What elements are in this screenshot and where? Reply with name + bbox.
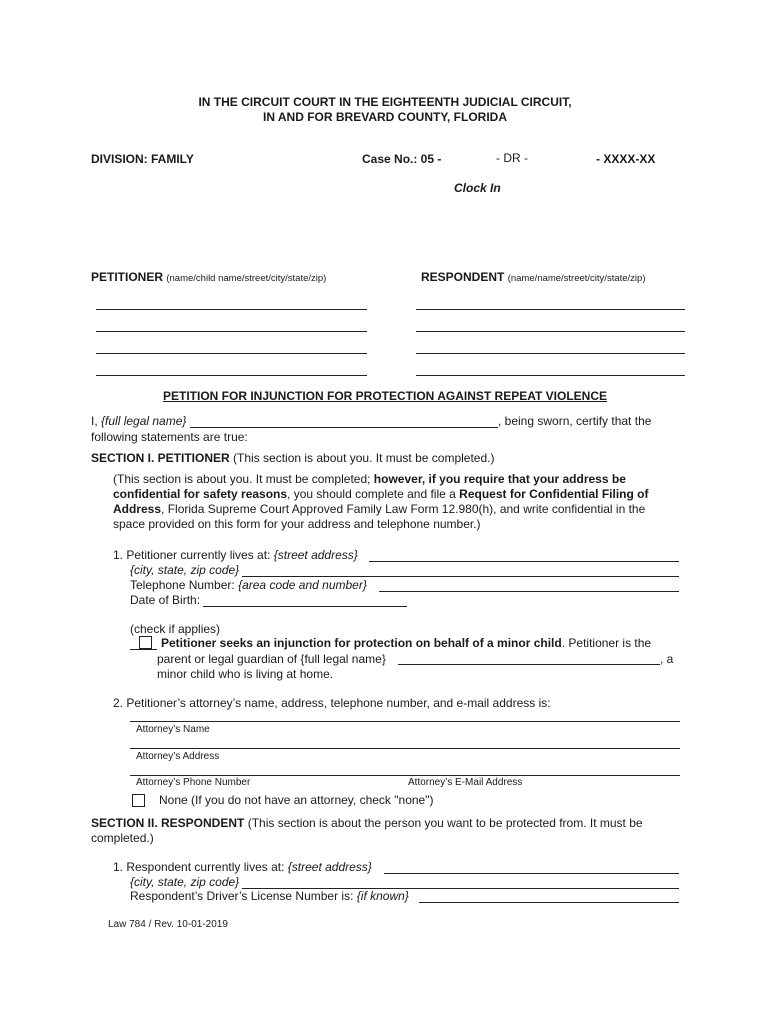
petitioner-line-4[interactable] — [96, 375, 367, 376]
intro-line-2: following statements are true: — [91, 430, 248, 444]
section-2-heading — [91, 816, 643, 830]
attorney-phone-caption: Attorney’s Phone Number — [136, 777, 251, 788]
case-number-label: Case No.: 05 - — [362, 152, 442, 166]
form-footer: Law 784 / Rev. 10-01-2019 — [108, 919, 228, 930]
case-dr-label: - DR - — [496, 151, 528, 165]
attorney-address-caption: Attorney’s Address — [136, 751, 220, 762]
petitioner-heading — [91, 270, 326, 284]
attorney-name-caption: Attorney’s Name — [136, 724, 210, 735]
attorney-item: 2. Petitioner’s attorney’s name, address, telephone number, and e-mail address is: — [113, 696, 551, 710]
petitioner-line-3[interactable] — [96, 353, 367, 354]
respondent-hint: (name/name/street/city/state/zip) — [507, 273, 646, 284]
petitioner-line-1[interactable] — [96, 309, 367, 310]
court-line-2: IN AND FOR BREVARD COUNTY, FLORIDA — [263, 110, 507, 124]
city-state-zip-line[interactable] — [242, 576, 679, 577]
minor-child-row — [161, 636, 651, 650]
intro-i: I, — [91, 414, 98, 428]
attorney-email-caption: Attorney’s E-Mail Address — [408, 777, 523, 788]
dob-line[interactable] — [203, 606, 407, 607]
telephone-row — [130, 578, 367, 592]
resp-city-state-zip-hint: {city, state, zip code} — [130, 875, 240, 889]
minor-line-2-end: , a — [660, 652, 674, 666]
minor-child-bold: Petitioner seeks an injunction for protection on behalf of a minor child — [161, 636, 562, 650]
court-line-1: IN THE CIRCUIT COURT IN THE EIGHTEENTH JUDICIAL CIRCUIT, — [198, 95, 572, 109]
license-row — [130, 889, 409, 903]
attorney-contact-line[interactable] — [130, 775, 680, 776]
section-1-paragraph — [113, 472, 658, 532]
minor-child-rest: . Petitioner is the — [561, 636, 652, 650]
street-address-line[interactable] — [369, 561, 679, 562]
respondent-line-2[interactable] — [416, 331, 685, 332]
para-part-2: , you should complete and file a — [287, 487, 460, 501]
respondent-heading — [421, 270, 646, 284]
dob-label: Date of Birth: — [130, 593, 201, 607]
intro-full-legal-name: {full legal name} — [101, 414, 187, 428]
respondent-line-4[interactable] — [416, 375, 685, 376]
resp-street-line[interactable] — [384, 873, 679, 874]
case-suffix-label: - XXXX-XX — [596, 152, 656, 166]
telephone-label: Telephone Number: — [130, 578, 239, 592]
attorney-address-line[interactable] — [130, 748, 680, 749]
full-legal-name-line[interactable] — [190, 427, 498, 428]
clock-in-label: Clock In — [454, 181, 501, 195]
para-part-1: (This section is about you. It must be completed; — [113, 472, 374, 486]
attorney-name-line[interactable] — [130, 721, 680, 722]
street-address-hint: {street address} — [273, 548, 358, 562]
respondent-line-1[interactable] — [416, 309, 685, 310]
minor-check-blank — [130, 649, 157, 650]
petitioner-line-2[interactable] — [96, 331, 367, 332]
minor-child-checkbox[interactable] — [139, 636, 152, 649]
petition-title: PETITION FOR INJUNCTION FOR PROTECTION AGAINST REPEAT VIOLENCE — [162, 389, 608, 403]
intro-being-sworn: , being sworn, certify that the — [498, 414, 652, 428]
area-code-hint: {area code and number} — [238, 578, 367, 592]
minor-line-2: parent or legal guardian of {full legal name} — [157, 652, 386, 666]
guardian-name-line[interactable] — [398, 664, 660, 665]
para-bold-1: however, if you require that your address be confidential for safety reasons — [113, 472, 626, 501]
section-1-heading — [91, 451, 494, 465]
respondent-lives-at — [113, 860, 372, 874]
item-1-label: 1. Petitioner currently lives at: — [113, 548, 274, 562]
resp-item-1-label: 1. Respondent currently lives at: — [113, 860, 288, 874]
none-checkbox[interactable] — [132, 794, 145, 807]
para-bold-2: Request for Confidential Filing of Address — [113, 487, 649, 516]
section-1-title: SECTION I. PETITIONER — [91, 451, 230, 465]
petitioner-lives-at — [113, 548, 358, 562]
para-part-3: , Florida Supreme Court Approved Family Law Form 12.980(h), and write confidential in the space provided on this form for your address and telephone number.) — [113, 502, 646, 531]
division-label: DIVISION: FAMILY — [91, 152, 194, 166]
none-label: None (If you do not have an attorney, check "none") — [159, 793, 434, 807]
city-state-zip-hint: {city, state, zip code} — [130, 563, 240, 577]
intro-text — [91, 414, 186, 428]
respondent-label: RESPONDENT — [421, 270, 505, 284]
respondent-line-3[interactable] — [416, 353, 685, 354]
telephone-line[interactable] — [379, 591, 679, 592]
section-1-note: (This section is about you. It must be completed.) — [229, 451, 495, 465]
petitioner-label: PETITIONER — [91, 270, 164, 284]
section-2-line-2: completed.) — [91, 831, 154, 845]
license-label: Respondent’s Driver’s License Number is: — [130, 889, 357, 903]
license-line[interactable] — [419, 902, 679, 903]
section-2-title: SECTION II. RESPONDENT — [91, 816, 245, 830]
petitioner-hint: (name/child name/street/city/state/zip) — [166, 273, 327, 284]
if-known-hint: {if known} — [356, 889, 409, 903]
check-if-applies: (check if applies) — [130, 622, 221, 636]
minor-line-3: minor child who is living at home. — [157, 667, 334, 681]
resp-street-hint: {street address} — [287, 860, 372, 874]
section-2-note: (This section is about the person you want to be protected from. It must be — [244, 816, 643, 830]
